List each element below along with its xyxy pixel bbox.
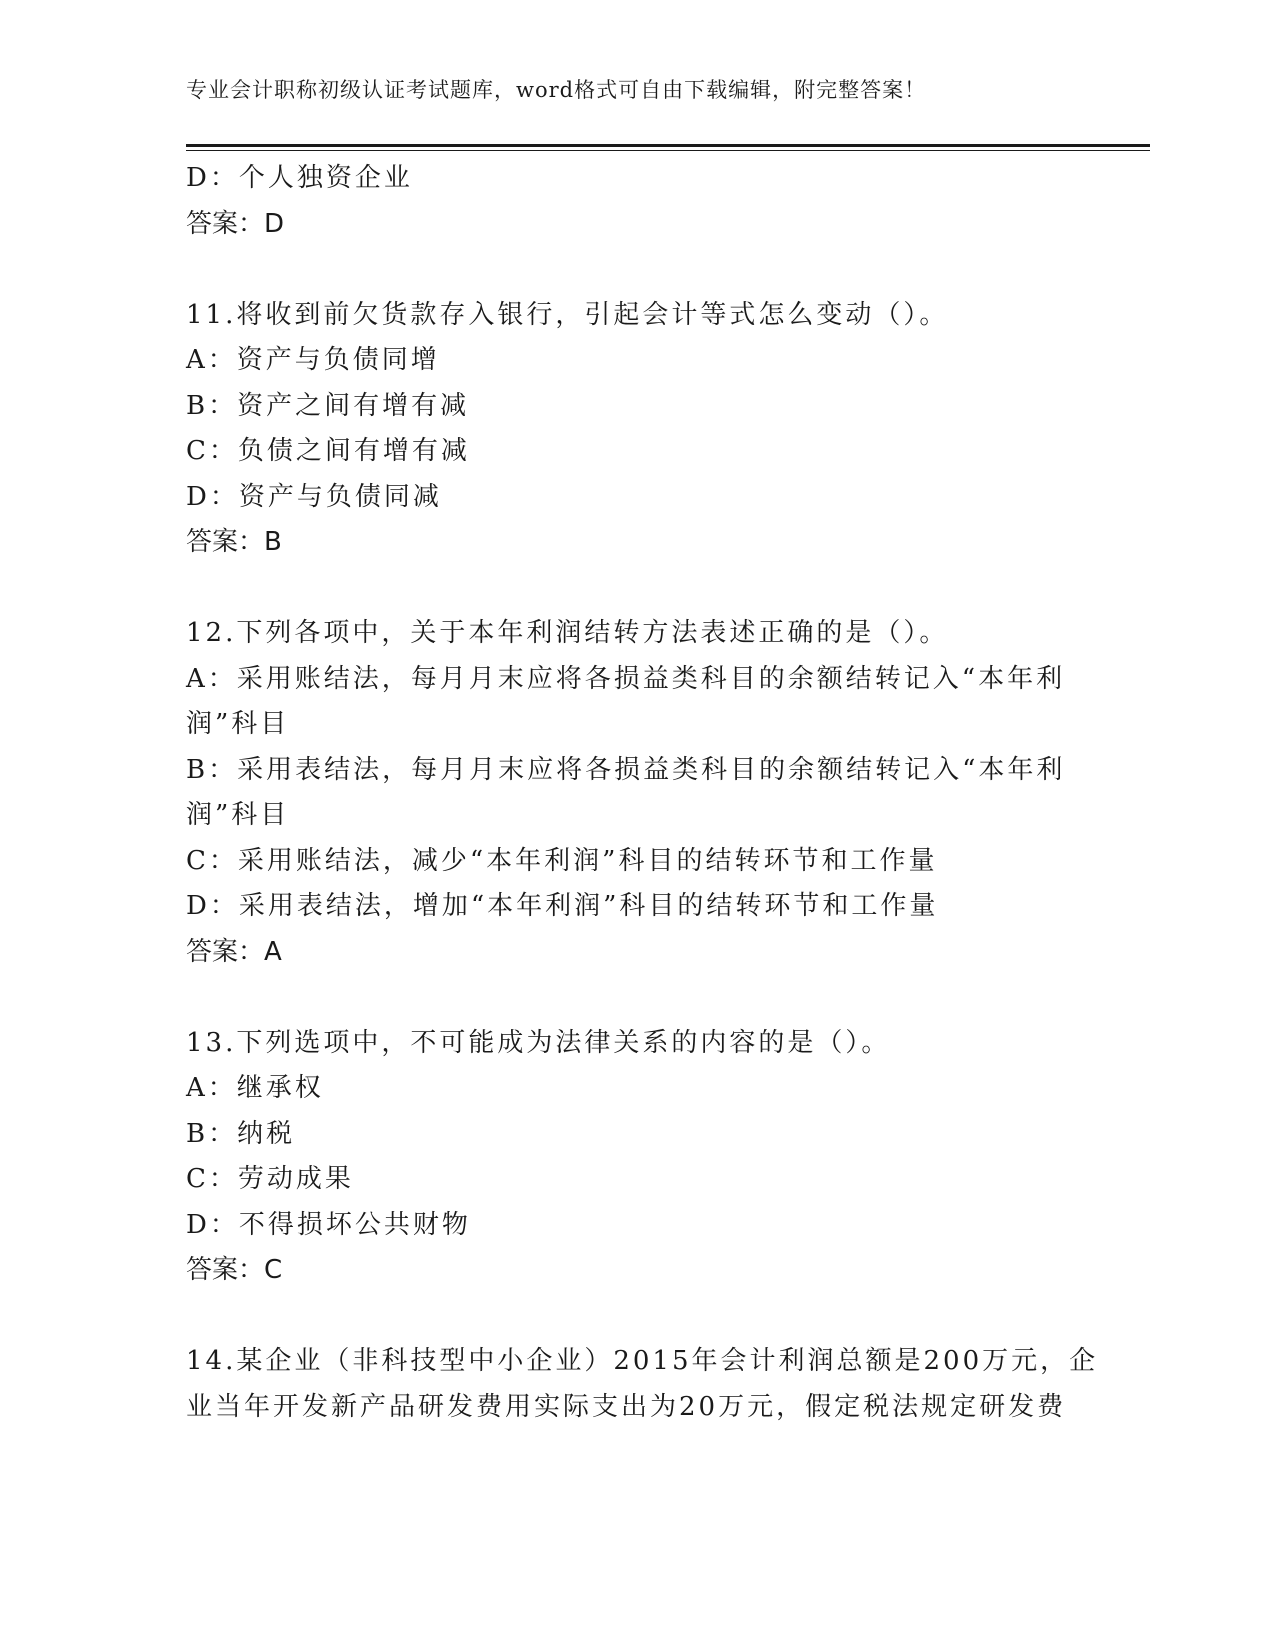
text-line: D：采用表结法，增加“本年利润”科目的结转环节和工作量 [186,891,939,921]
text-line: 13.下列选项中，不可能成为法律关系的内容的是（）。 [186,1027,891,1058]
text-line: D：资产与负债同减 [186,481,442,512]
paragraph-gap [186,247,1086,293]
answer-line: 答案：C [186,1255,283,1285]
text-line: A：继承权 [186,1073,324,1103]
text-line: A：采用账结法，每月月末应将各损益类科目的余额结转记入“本年利 [186,663,1066,694]
header-rule-thin [186,150,1150,151]
paragraph-gap [186,1294,1086,1340]
text-line: 14.某企业（非科技型中小企业）2015年会计利润总额是200万元，企 [186,1346,1099,1376]
text-line: 润”科目 [186,800,290,830]
text-line: C：采用账结法，减少“本年利润”科目的结转环节和工作量 [186,845,938,876]
text-line: B：纳税 [186,1118,296,1149]
text-line: D：个人独资企业 [186,163,413,193]
answer-line: 答案：A [186,936,282,967]
text-line: C：劳动成果 [186,1164,354,1194]
text-line: B：资产之间有增有减 [186,390,470,421]
text-line: 12.下列各项中，关于本年利润结转方法表述正确的是（）。 [186,618,949,648]
text-line: C：负债之间有增有减 [186,436,470,466]
text-line: B：采用表结法，每月月末应将各损益类科目的余额结转记入“本年利 [186,754,1066,785]
answer-line: 答案：B [186,527,282,557]
page-header: 专业会计职称初级认证考试题库，word格式可自由下载编辑，附完整答案！ [186,78,927,102]
paragraph-gap [186,566,1086,612]
paragraph-gap [186,975,1086,1021]
header-rule-thick [186,144,1150,147]
text-line: 润”科目 [186,709,290,739]
question-content [186,156,1099,1430]
text-line: 11.将收到前欠货款存入银行，引起会计等式怎么变动（）。 [186,299,949,330]
text-line: A：资产与负债同增 [186,345,440,375]
text-line: D：不得损坏公共财物 [186,1209,471,1240]
text-line: 业当年开发新产品研发费用实际支出为20万元，假定税法规定研发费 [186,1391,1067,1422]
answer-line: 答案：D [186,208,285,239]
